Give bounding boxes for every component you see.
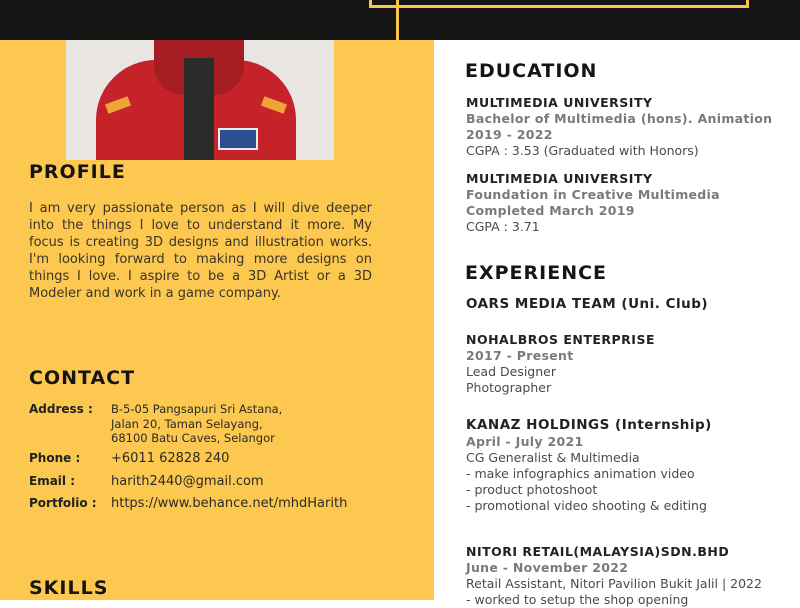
- experience-entry: [466, 543, 800, 608]
- role-line: Retail Assistant, Nitori Pavilion Bukit Jalil | 2022: [466, 576, 762, 591]
- experience-entry: [466, 331, 786, 396]
- address-value: [111, 402, 282, 446]
- education-entry: [466, 94, 786, 159]
- email-link[interactable]: harith2440@gmail.com: [111, 474, 264, 489]
- photo-patch: [218, 128, 258, 150]
- phone-value: +6011 62828 240: [111, 451, 230, 466]
- work-period: 2017 - Present: [466, 348, 574, 363]
- organization-name: OARS MEDIA TEAM (Uni. Club): [466, 296, 709, 312]
- phone-label: Phone :: [29, 451, 81, 465]
- role-line: Lead Designer: [466, 364, 556, 379]
- left-column: [0, 40, 434, 600]
- education-entry: [466, 170, 786, 235]
- address-line: 68100 Batu Caves, Selangor: [111, 431, 275, 445]
- skills-heading: SKILLS: [29, 577, 109, 599]
- photo-shirt: [184, 58, 214, 160]
- role-line: - make infographics animation video: [466, 466, 695, 481]
- role-line: Photographer: [466, 380, 552, 395]
- organization-name: NOHALBROS ENTERPRISE: [466, 332, 655, 347]
- contact-heading: CONTACT: [29, 367, 136, 389]
- work-period: April - July 2021: [466, 434, 584, 449]
- program-name: Bachelor of Multimedia (hons). Animation: [466, 111, 773, 126]
- role-line: - worked to setup the shop opening: [466, 592, 689, 607]
- role-line: - promotional video shooting & editing: [466, 498, 707, 513]
- portfolio-link[interactable]: https://www.behance.net/mhdHarith: [111, 496, 348, 511]
- organization-name: NITORI RETAIL(MALAYSIA)SDN.BHD: [466, 544, 730, 559]
- address-line: B-5-05 Pangsapuri Sri Astana,: [111, 402, 283, 416]
- email-label: Email :: [29, 474, 76, 488]
- role-line: - product photoshoot: [466, 482, 598, 497]
- school-name: MULTIMEDIA UNIVERSITY: [466, 95, 653, 110]
- title-frame: [369, 0, 749, 8]
- address-line: Jalan 20, Taman Selayang,: [111, 416, 263, 431]
- organization-name: KANAZ HOLDINGS (Internship): [466, 417, 712, 433]
- portfolio-label: Portfolio :: [29, 496, 97, 510]
- experience-entry: [466, 296, 786, 313]
- profile-photo: [66, 40, 334, 160]
- program-name: Foundation in Creative Multimedia: [466, 187, 720, 202]
- experience-heading: EXPERIENCE: [465, 262, 608, 284]
- grade-note: CGPA : 3.71: [466, 219, 540, 234]
- address-label: Address :: [29, 402, 93, 416]
- study-years: 2019 - 2022: [466, 127, 553, 142]
- experience-entry: [466, 417, 786, 514]
- title-frame-divider: [396, 0, 399, 40]
- study-years: Completed March 2019: [466, 203, 635, 218]
- work-period: June - November 2022: [466, 560, 629, 575]
- grade-note: CGPA : 3.53 (Graduated with Honors): [466, 143, 699, 158]
- role-line: CG Generalist & Multimedia: [466, 450, 640, 465]
- profile-heading: PROFILE: [29, 161, 126, 183]
- school-name: MULTIMEDIA UNIVERSITY: [466, 171, 653, 186]
- education-heading: EDUCATION: [465, 60, 598, 82]
- profile-text: I am very passionate person as I will dive deeper into the things I love to understand it more. My focus is creating 3D designs and illustration works. I'm looking forward to making more designs on things I love. I aspire to be a 3D Artist or a 3D Modeler and work in a game company.: [29, 201, 372, 301]
